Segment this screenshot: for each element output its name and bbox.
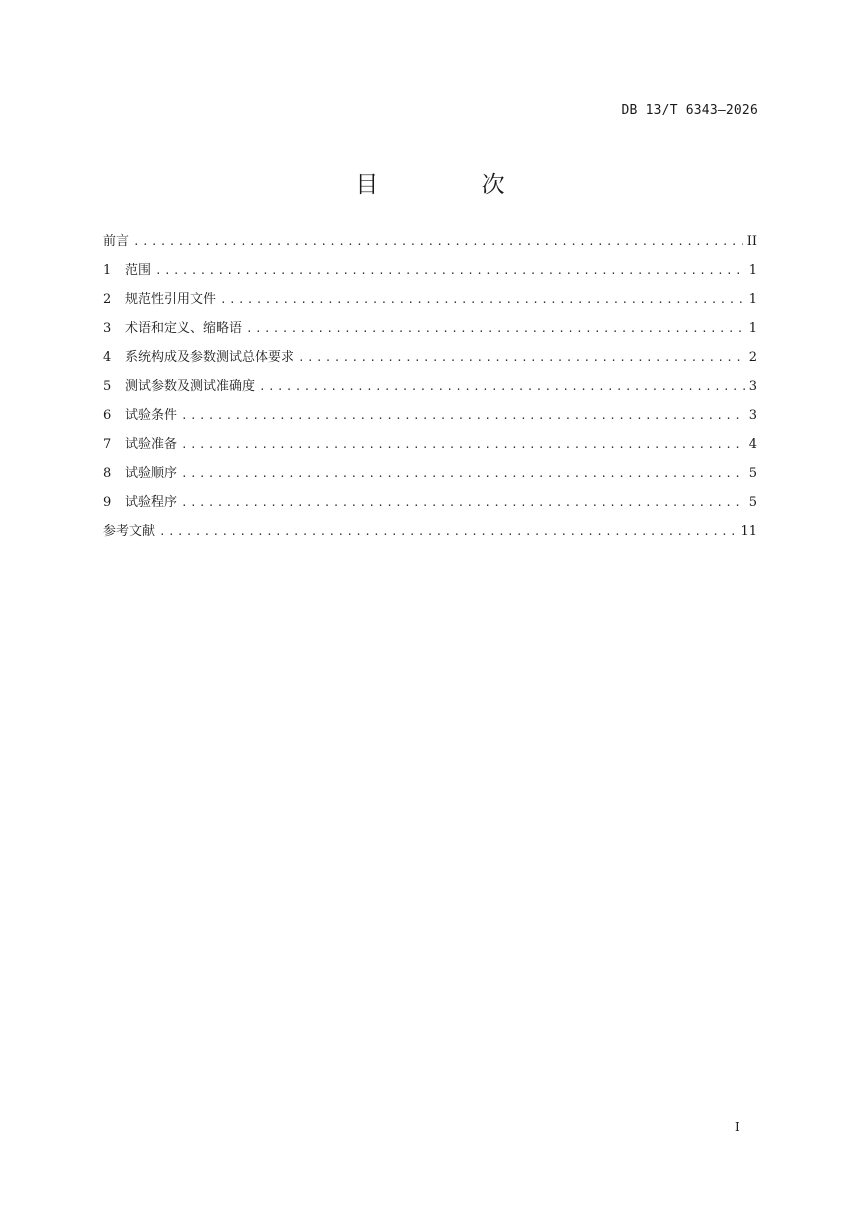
toc-entry-number: 8 xyxy=(103,466,112,481)
toc-entry-test-preparation[interactable] xyxy=(103,430,757,459)
toc-entry-page: 11 xyxy=(740,524,757,539)
toc-entry-number: 1 xyxy=(103,263,112,278)
toc-entry-page: 5 xyxy=(748,495,757,510)
toc-entry-title: 测试参数及测试准确度 xyxy=(125,379,256,394)
toc-heading: 目 次 xyxy=(355,172,553,198)
toc-entry-system-requirements[interactable] xyxy=(103,343,757,372)
toc-leader-dots xyxy=(181,488,745,517)
toc-entry-page: 1 xyxy=(748,263,757,278)
page-number: I xyxy=(735,1120,740,1134)
toc-entry-title: 术语和定义、缩略语 xyxy=(125,321,243,336)
toc-entry-number: 2 xyxy=(103,292,112,307)
toc-entry-title: 规范性引用文件 xyxy=(125,292,217,307)
toc-entry-page: II xyxy=(746,234,757,249)
toc-entry-page: 1 xyxy=(748,321,757,336)
toc-entry-test-procedure[interactable] xyxy=(103,488,757,517)
document-code: DB 13/T 6343—2026 xyxy=(621,103,758,118)
toc-leader-dots xyxy=(298,343,745,372)
toc-entry-page: 5 xyxy=(748,466,757,481)
toc-entry-page: 3 xyxy=(748,379,757,394)
toc-leader-dots xyxy=(181,401,745,430)
toc-entry-title: 前言 xyxy=(103,234,130,249)
toc-leader-dots xyxy=(155,256,745,285)
toc-entry-title: 试验顺序 xyxy=(125,466,178,481)
toc-leader-dots xyxy=(133,227,743,256)
toc-entry-page: 4 xyxy=(748,437,757,452)
toc-leader-dots xyxy=(159,517,736,546)
toc-entry-title: 试验准备 xyxy=(125,437,178,452)
toc-entry-title: 系统构成及参数测试总体要求 xyxy=(125,350,295,365)
toc-entry-title: 试验条件 xyxy=(125,408,178,423)
toc-entry-scope[interactable] xyxy=(103,256,757,285)
toc-leader-dots xyxy=(181,459,745,488)
toc-entry-title: 范围 xyxy=(125,263,152,278)
toc-entry-number: 4 xyxy=(103,350,112,365)
toc-entry-number: 3 xyxy=(103,321,112,336)
toc-entry-test-conditions[interactable] xyxy=(103,401,757,430)
toc-entry-test-parameters[interactable] xyxy=(103,372,757,401)
toc-entry-terms[interactable] xyxy=(103,314,757,343)
toc-entry-test-sequence[interactable] xyxy=(103,459,757,488)
toc-entry-title: 参考文献 xyxy=(103,524,156,539)
toc-entry-page: 1 xyxy=(748,292,757,307)
toc-entry-title: 试验程序 xyxy=(125,495,178,510)
toc-entry-page: 2 xyxy=(748,350,757,365)
toc-entry-number: 5 xyxy=(103,379,112,394)
toc-entry-page: 3 xyxy=(748,408,757,423)
toc-leader-dots xyxy=(181,430,745,459)
toc-entry-number: 9 xyxy=(103,495,112,510)
toc-entry-normative-references[interactable] xyxy=(103,285,757,314)
toc-entry-bibliography[interactable] xyxy=(103,517,757,546)
table-of-contents xyxy=(103,227,757,546)
toc-entry-number: 6 xyxy=(103,408,112,423)
toc-leader-dots xyxy=(259,372,745,401)
toc-entry-number: 7 xyxy=(103,437,112,452)
toc-leader-dots xyxy=(220,285,745,314)
toc-entry-foreword[interactable] xyxy=(103,227,757,256)
toc-leader-dots xyxy=(246,314,745,343)
